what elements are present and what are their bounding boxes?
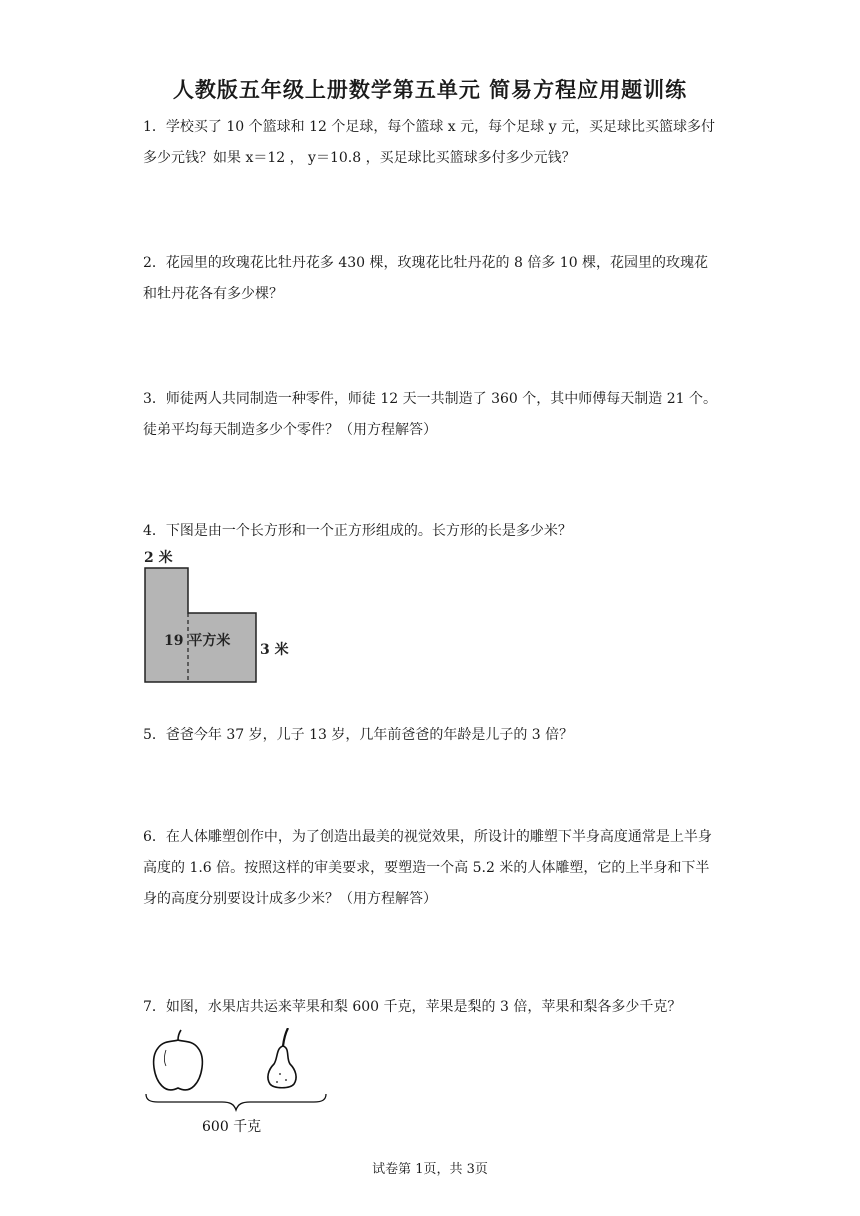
area-label: 19 平方米 <box>164 633 231 649</box>
question-3: 3．师徒两人共同制造一种零件，师徒 12 天一共制造了 360 个，其中师傅每天制造 21 个。徒弟平均每天制造多少个零件？（用方程解答） <box>143 391 717 438</box>
question-1: 1．学校买了 10 个篮球和 12 个足球，每个篮球 x 元，每个足球 y 元，买足球比买篮球多付多少元钱？如果 x＝12 ， y＝10.8 ，买足球比买篮球多付多少元钱？ <box>143 119 715 166</box>
apple-icon <box>154 1030 203 1090</box>
question-4: 4．下图是由一个长方形和一个正方形组成的。长方形的长是多少米？ <box>143 523 572 539</box>
page-title: 人教版五年级上册数学第五单元 简易方程应用题训练 <box>172 78 688 102</box>
question-2: 2．花园里的玫瑰花比牡丹花多 430 棵，玫瑰花比牡丹花的 8 倍多 10 棵，花园里的玫瑰花和牡丹花各有多少棵？ <box>143 255 709 302</box>
question-6: 6．在人体雕塑创作中，为了创造出最美的视觉效果，所设计的雕塑下半身高度通常是上半身高度的 1.6 倍。按照这样的审美要求，要塑造一个高 5.2 米的人体雕塑，它的上半身和下半身的高度分别要设计成多少米？（用方程解答） <box>143 829 712 907</box>
composite-shape-figure <box>140 546 300 686</box>
pear-icon <box>268 1028 296 1088</box>
fruit-figure <box>140 1028 340 1140</box>
composite-shape <box>145 568 256 682</box>
question-7: 7．如图，水果店共运来苹果和梨 600 千克，苹果是梨的 3 倍，苹果和梨各多少千克？ <box>143 999 682 1015</box>
total-weight-label: 600 千克 <box>202 1119 262 1135</box>
side-length-label: 3 米 <box>260 642 289 658</box>
question-5: 5．爸爸今年 37 岁，儿子 13 岁，几年前爸爸的年龄是儿子的 3 倍？ <box>143 727 574 743</box>
page-footer: 试卷第 1页，共 3页 <box>372 1162 488 1177</box>
total-brace <box>146 1094 326 1110</box>
top-length-label: 2 米 <box>144 550 173 566</box>
